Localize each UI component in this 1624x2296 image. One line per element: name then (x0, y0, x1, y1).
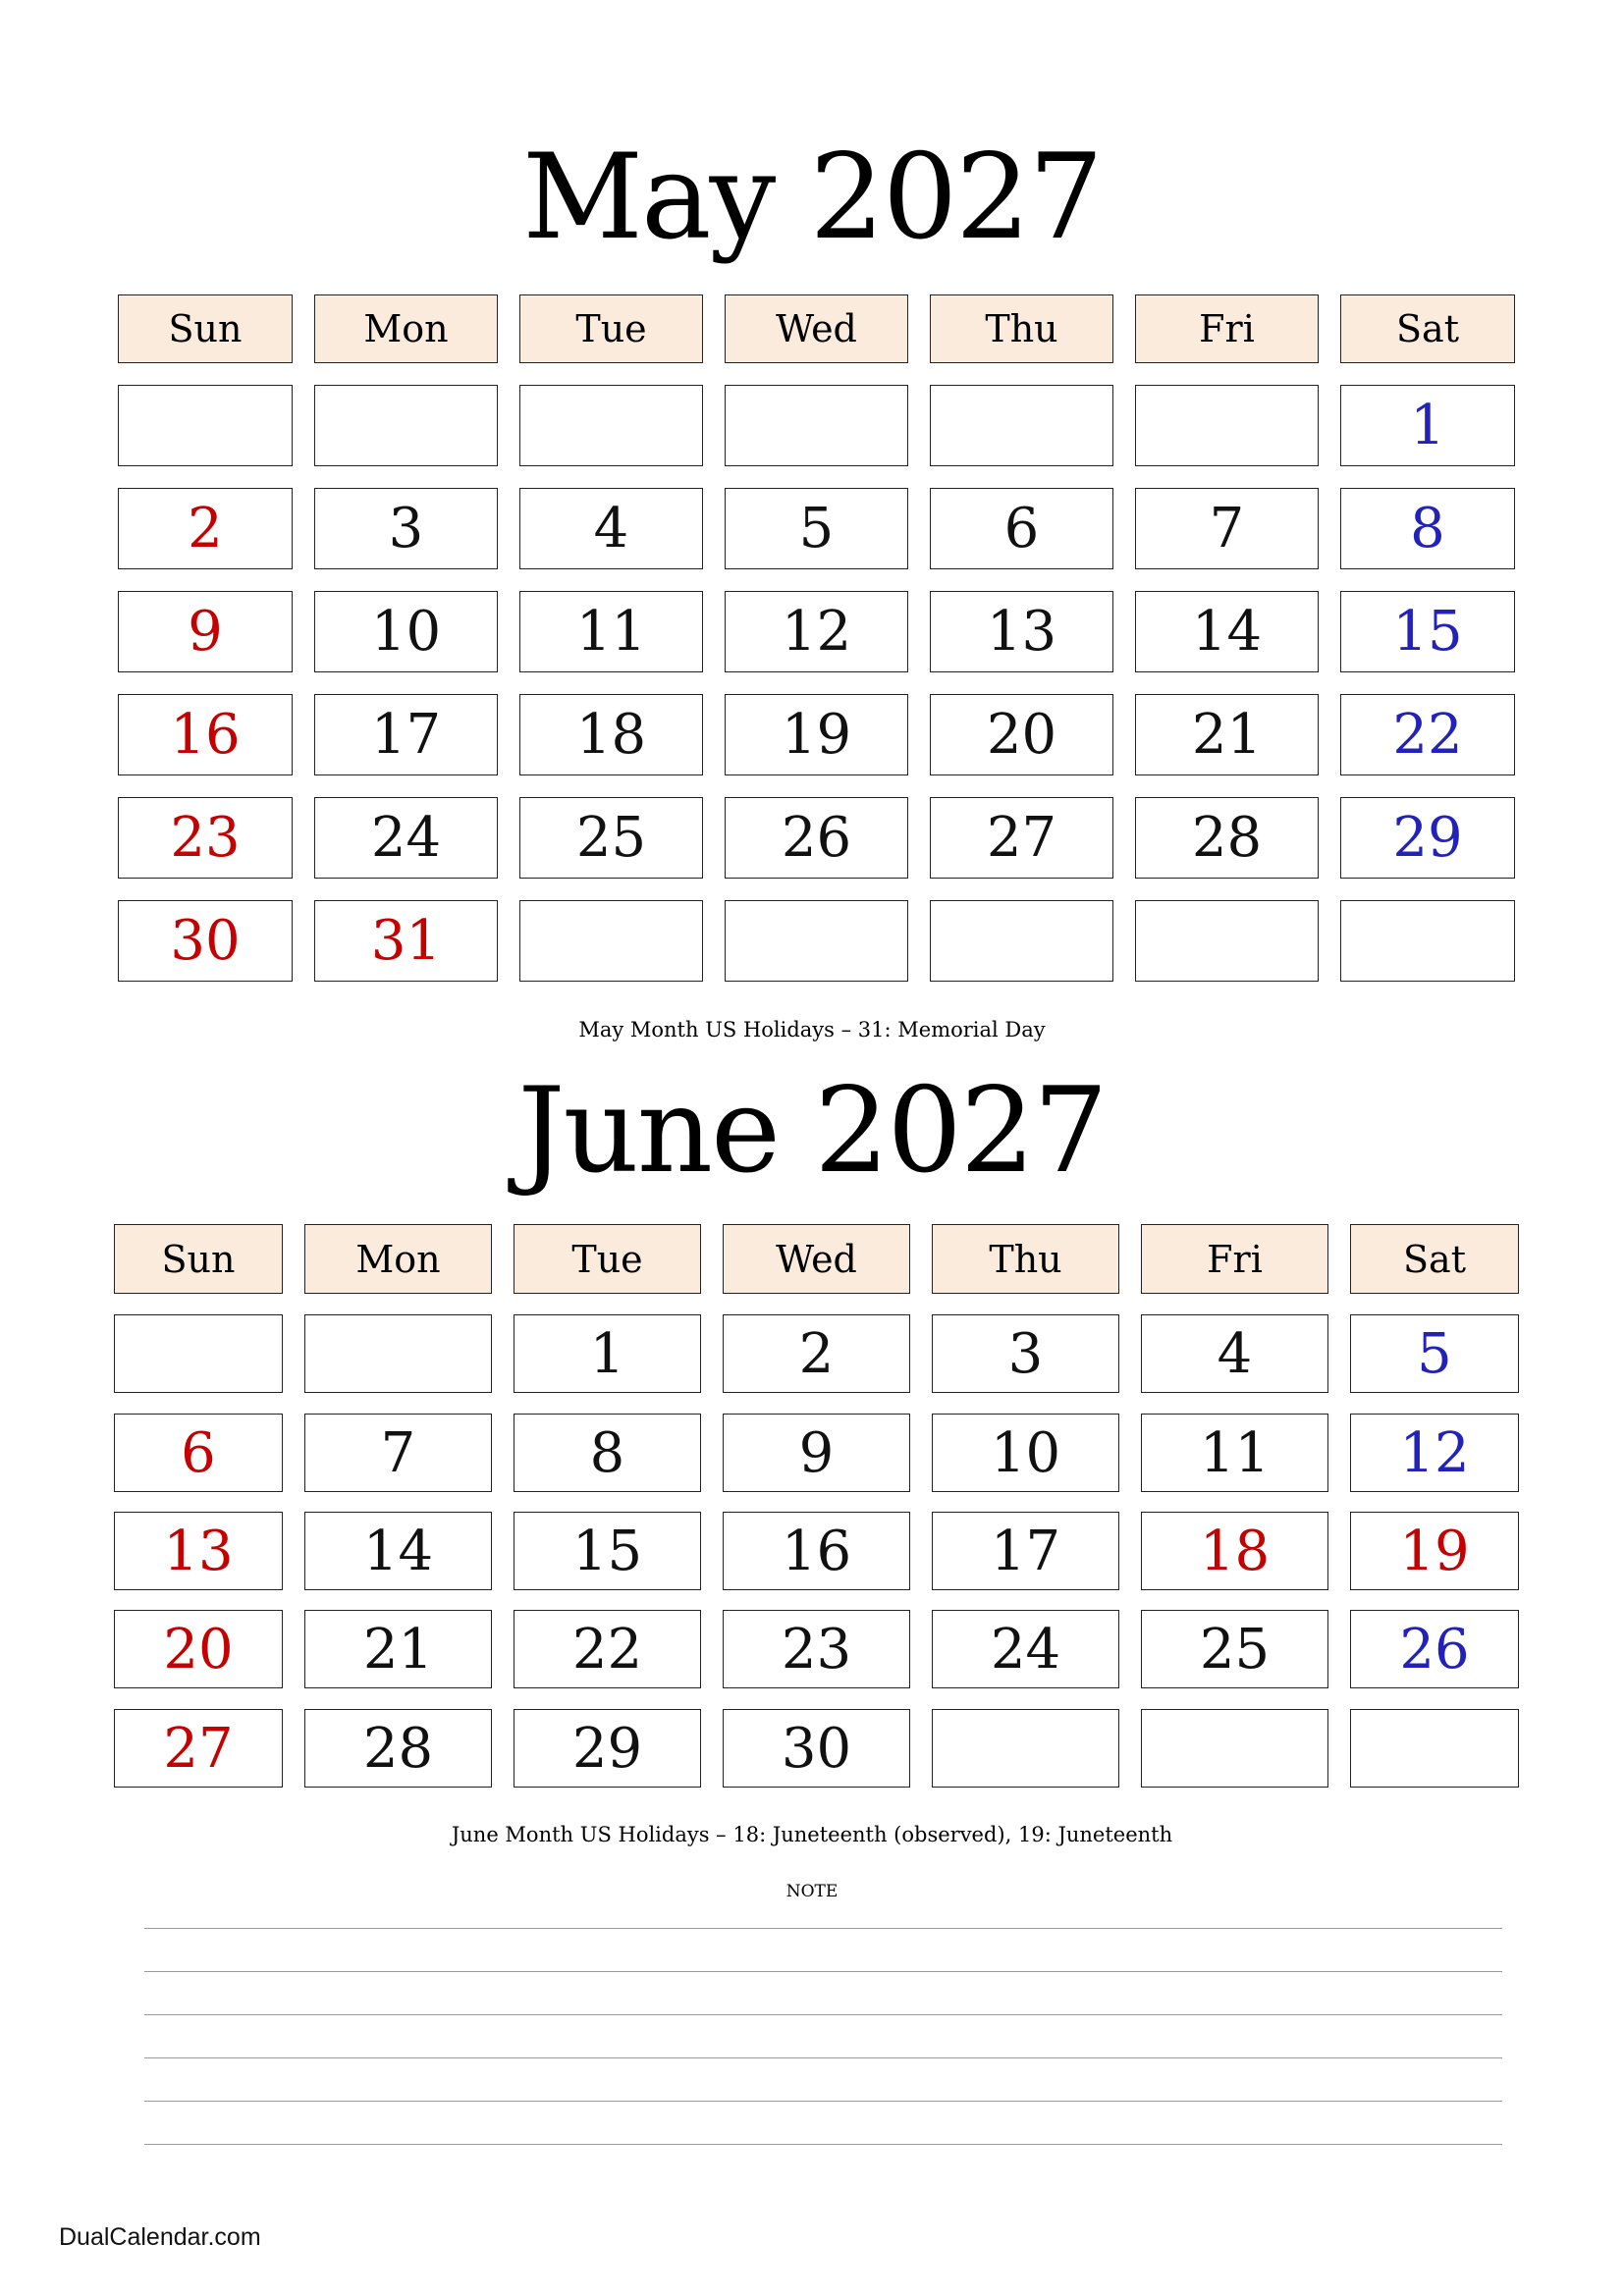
may-empty-cell (519, 385, 703, 466)
june-day-11: 11 (1141, 1414, 1328, 1492)
june-title: June 2027 (517, 1063, 1107, 1200)
may-weekday-wed: Wed (725, 294, 908, 363)
may-day-17: 17 (314, 694, 498, 775)
may-day-21: 21 (1135, 694, 1319, 775)
note-line (144, 2057, 1502, 2058)
note-label: NOTE (785, 1882, 839, 1901)
may-holidays: May Month US Holidays – 31: Memorial Day (578, 1018, 1046, 1041)
note-line (144, 2144, 1502, 2145)
may-empty-cell (930, 385, 1113, 466)
june-day-20: 20 (114, 1610, 283, 1688)
may-day-10: 10 (314, 591, 498, 672)
june-empty-cell (1141, 1709, 1328, 1788)
may-day-5: 5 (725, 488, 908, 569)
may-empty-cell (1135, 900, 1319, 982)
may-day-31: 31 (314, 900, 498, 982)
may-empty-cell (725, 385, 908, 466)
june-day-15: 15 (514, 1512, 701, 1590)
june-empty-cell (114, 1314, 283, 1393)
may-day-14: 14 (1135, 591, 1319, 672)
june-day-16: 16 (723, 1512, 910, 1590)
may-empty-cell (930, 900, 1113, 982)
june-weekday-wed: Wed (723, 1224, 910, 1294)
may-day-18: 18 (519, 694, 703, 775)
june-day-27: 27 (114, 1709, 283, 1788)
may-title: May 2027 (522, 130, 1102, 266)
june-day-3: 3 (932, 1314, 1119, 1393)
note-line (144, 2014, 1502, 2015)
may-day-27: 27 (930, 797, 1113, 879)
may-day-30: 30 (118, 900, 293, 982)
may-empty-cell (1340, 900, 1515, 982)
june-weekday-sun: Sun (114, 1224, 283, 1294)
may-weekday-thu: Thu (930, 294, 1113, 363)
june-day-9: 9 (723, 1414, 910, 1492)
june-day-26: 26 (1350, 1610, 1519, 1688)
june-day-19: 19 (1350, 1512, 1519, 1590)
may-day-13: 13 (930, 591, 1113, 672)
may-day-24: 24 (314, 797, 498, 879)
june-day-25: 25 (1141, 1610, 1328, 1688)
june-day-12: 12 (1350, 1414, 1519, 1492)
june-day-29: 29 (514, 1709, 701, 1788)
june-day-17: 17 (932, 1512, 1119, 1590)
may-day-29: 29 (1340, 797, 1515, 879)
may-day-15: 15 (1340, 591, 1515, 672)
june-day-7: 7 (304, 1414, 492, 1492)
may-day-22: 22 (1340, 694, 1515, 775)
june-day-28: 28 (304, 1709, 492, 1788)
june-day-10: 10 (932, 1414, 1119, 1492)
may-empty-cell (314, 385, 498, 466)
may-day-4: 4 (519, 488, 703, 569)
june-day-6: 6 (114, 1414, 283, 1492)
june-day-18: 18 (1141, 1512, 1328, 1590)
june-day-21: 21 (304, 1610, 492, 1688)
june-empty-cell (932, 1709, 1119, 1788)
june-day-14: 14 (304, 1512, 492, 1590)
may-weekday-sun: Sun (118, 294, 293, 363)
june-empty-cell (304, 1314, 492, 1393)
may-day-25: 25 (519, 797, 703, 879)
may-day-6: 6 (930, 488, 1113, 569)
may-day-23: 23 (118, 797, 293, 879)
may-day-12: 12 (725, 591, 908, 672)
june-day-23: 23 (723, 1610, 910, 1688)
note-line (144, 1928, 1502, 1929)
june-day-5: 5 (1350, 1314, 1519, 1393)
june-weekday-sat: Sat (1350, 1224, 1519, 1294)
may-empty-cell (118, 385, 293, 466)
june-day-22: 22 (514, 1610, 701, 1688)
may-weekday-fri: Fri (1135, 294, 1319, 363)
may-day-19: 19 (725, 694, 908, 775)
june-day-30: 30 (723, 1709, 910, 1788)
may-day-20: 20 (930, 694, 1113, 775)
june-weekday-mon: Mon (304, 1224, 492, 1294)
may-day-7: 7 (1135, 488, 1319, 569)
may-day-9: 9 (118, 591, 293, 672)
june-day-8: 8 (514, 1414, 701, 1492)
may-day-2: 2 (118, 488, 293, 569)
may-weekday-sat: Sat (1340, 294, 1515, 363)
may-day-26: 26 (725, 797, 908, 879)
june-weekday-thu: Thu (932, 1224, 1119, 1294)
may-weekday-mon: Mon (314, 294, 498, 363)
note-line (144, 2101, 1502, 2102)
may-day-28: 28 (1135, 797, 1319, 879)
june-day-2: 2 (723, 1314, 910, 1393)
june-day-13: 13 (114, 1512, 283, 1590)
note-line (144, 1971, 1502, 1972)
may-empty-cell (725, 900, 908, 982)
may-day-8: 8 (1340, 488, 1515, 569)
footer-brand: DualCalendar.com (59, 2223, 261, 2251)
may-day-3: 3 (314, 488, 498, 569)
june-empty-cell (1350, 1709, 1519, 1788)
june-day-4: 4 (1141, 1314, 1328, 1393)
may-day-16: 16 (118, 694, 293, 775)
june-day-1: 1 (514, 1314, 701, 1393)
june-day-24: 24 (932, 1610, 1119, 1688)
may-day-11: 11 (519, 591, 703, 672)
may-empty-cell (1135, 385, 1319, 466)
may-empty-cell (519, 900, 703, 982)
june-weekday-fri: Fri (1141, 1224, 1328, 1294)
may-day-1: 1 (1340, 385, 1515, 466)
june-holidays: June Month US Holidays – 18: Juneteenth (observed), 19: Juneteenth (451, 1823, 1173, 1846)
june-weekday-tue: Tue (514, 1224, 701, 1294)
may-weekday-tue: Tue (519, 294, 703, 363)
